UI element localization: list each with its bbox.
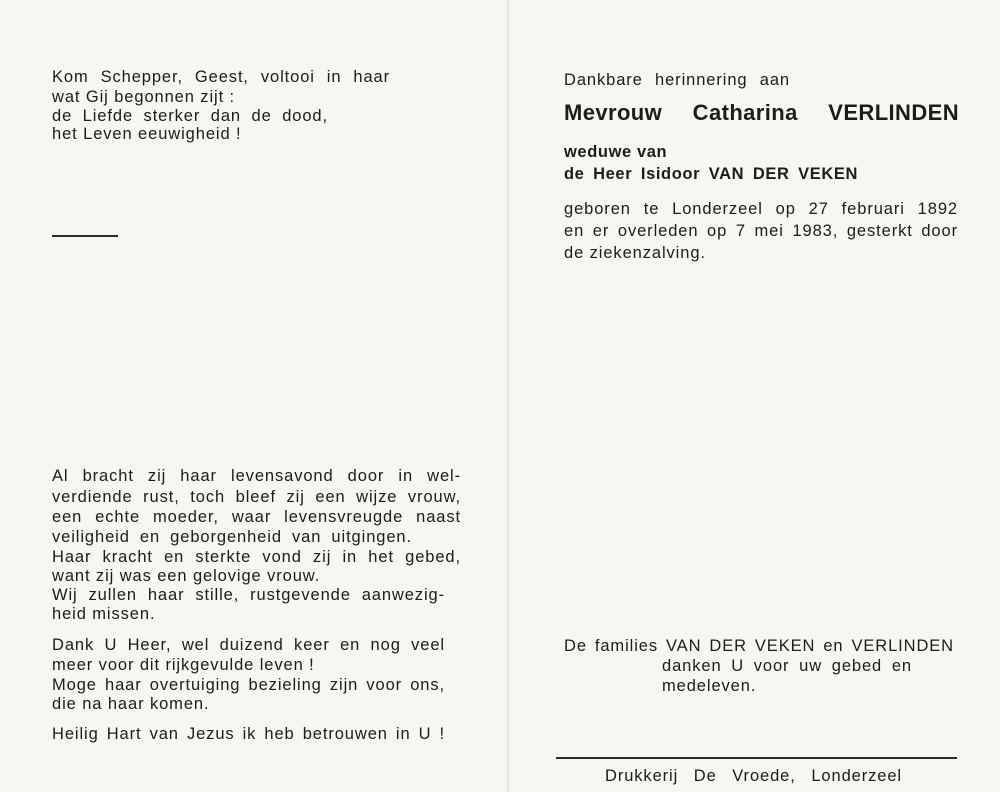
tribute-line: want zij was een gelovige vrouw. [52,567,321,585]
details-line: geboren te Londerzeel op 27 februari 1892 [564,200,958,218]
remembrance-intro: Dankbare herinnering aan [564,71,790,89]
family-line: De families VAN DER VEKEN en VERLINDEN [564,637,954,655]
family-line: danken U voor uw gebed en [662,657,912,675]
poem-line: Kom Schepper, Geest, voltooi in haar [52,68,390,86]
tribute-line: Al bracht zij haar levensavond door in wel- [52,467,461,485]
tribute-line: Wij zullen haar stille, rustgevende aanwezig- [52,586,445,604]
printer-credit: Drukkerij De Vroede, Londerzeel [605,767,902,785]
short-divider [52,235,118,237]
husband-name: de Heer Isidoor VAN DER VEKEN [564,165,858,183]
tribute-line: heid missen. [52,605,156,623]
details-line: en er overleden op 7 mei 1983, gesterkt door [564,222,958,240]
poem-line: het Leven eeuwigheid ! [52,125,242,143]
thanks-line: meer voor dit rijkgevulde leven ! [52,656,315,674]
tribute-line: Haar kracht en sterkte vond zij in het gebed, [52,548,461,566]
closing-prayer: Heilig Hart van Jezus ik heb betrouwen in U ! [52,725,445,743]
widow-of-label: weduwe van [564,143,668,161]
deceased-name: Mevrouw Catharina VERLINDEN [564,100,959,125]
family-line: medeleven. [662,677,757,695]
details-line: de ziekenzalving. [564,244,706,262]
thanks-line: Moge haar overtuiging bezieling zijn voor ons, [52,676,445,694]
poem-line: de Liefde sterker dan de dood, [52,107,328,125]
tribute-line: een echte moeder, waar levensvreugde naast [52,508,461,526]
tribute-line: verdiende rust, toch bleef zij een wijze vrouw, [52,488,461,506]
thanks-line: Dank U Heer, wel duizend keer en nog veel [52,636,445,654]
tribute-line: veiligheid en geborgenheid van uitgingen. [52,528,412,546]
footer-rule [556,757,957,759]
thanks-line: die na haar komen. [52,695,210,713]
poem-line: wat Gij begonnen zijt : [52,88,236,106]
